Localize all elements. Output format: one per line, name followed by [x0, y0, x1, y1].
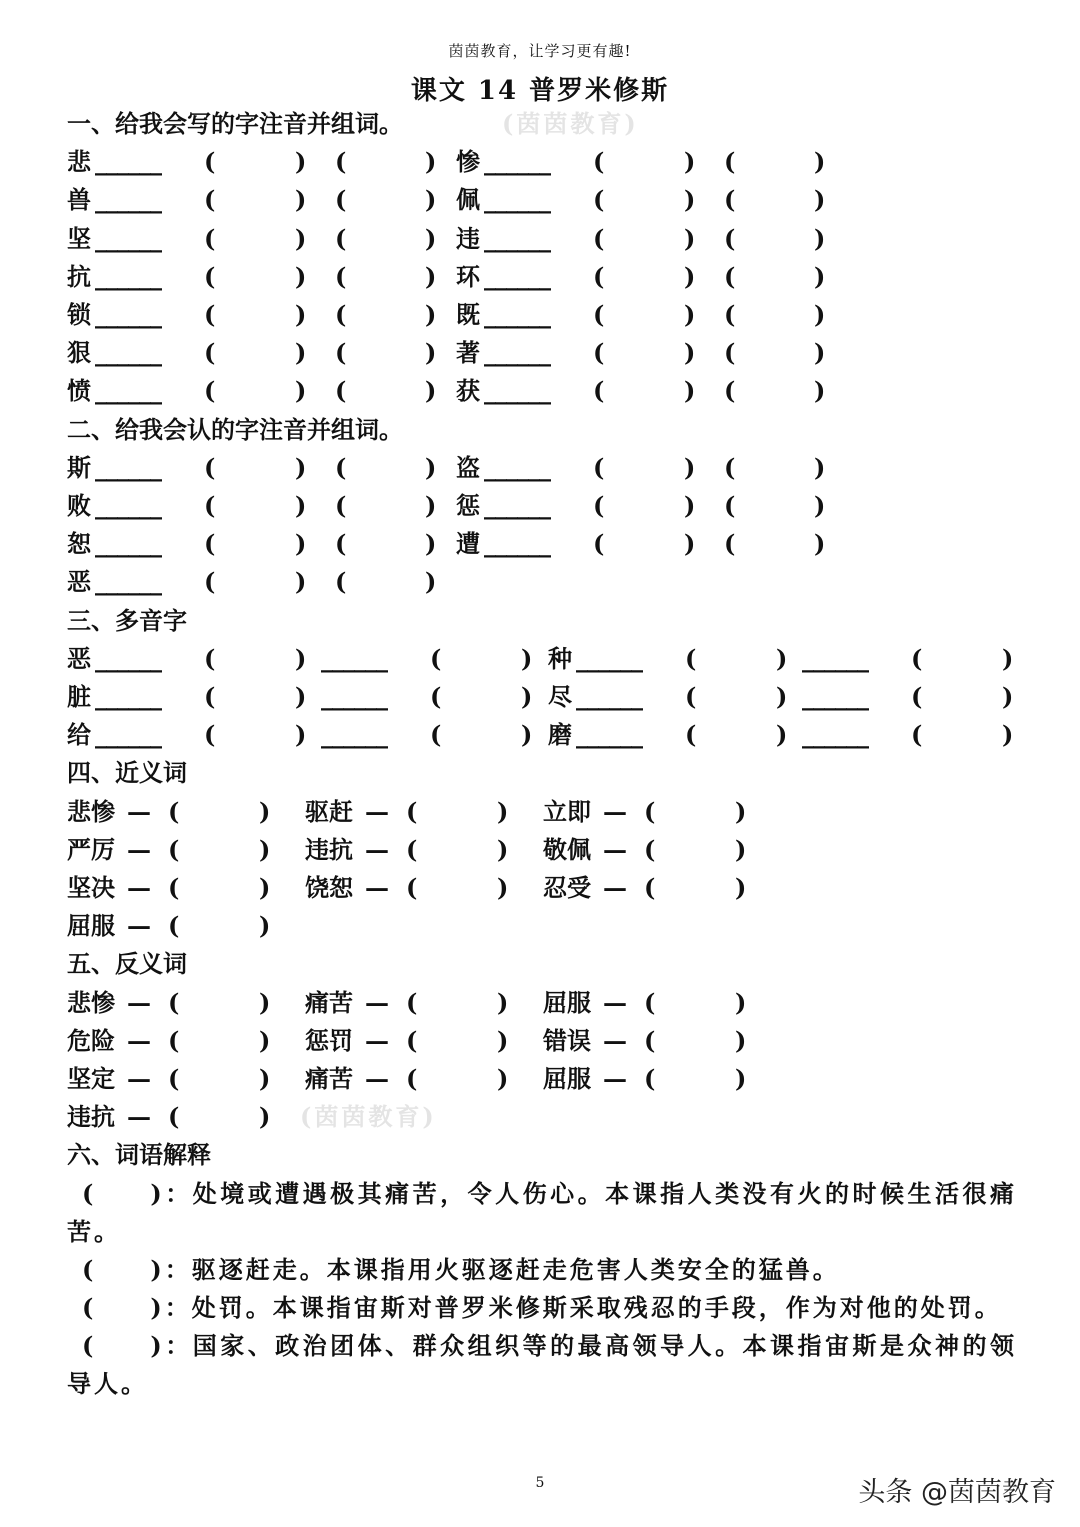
- paren-open: (: [168, 1102, 180, 1132]
- paren-open: (: [204, 185, 216, 215]
- answer-blank: ______: [95, 529, 161, 559]
- paren-close: ): [295, 491, 307, 520]
- paren-open: (: [593, 147, 605, 177]
- paren-open: (: [593, 452, 605, 482]
- paren-open: (: [335, 491, 347, 520]
- paren-close: ): [295, 567, 307, 597]
- sec1-char: 获: [456, 376, 480, 406]
- answer-paren: ( )：: [67, 1178, 193, 1208]
- paren-close: ): [814, 147, 826, 177]
- paren-open: (: [644, 834, 656, 864]
- answer-blank: ______: [802, 643, 868, 673]
- sec2-char: 恕: [67, 529, 91, 559]
- definition-item: [67, 1327, 1017, 1403]
- paren-open: (: [430, 682, 442, 711]
- paren-close: ): [735, 873, 747, 902]
- paren-close: ): [776, 643, 788, 673]
- sec4-word: 坚决: [67, 873, 115, 902]
- paren-close: ): [684, 491, 696, 520]
- paren-close: ): [735, 834, 747, 864]
- paren-open: (: [644, 1025, 656, 1055]
- paren-open: (: [204, 529, 216, 559]
- paren-open: (: [204, 376, 216, 406]
- paren-open: (: [685, 720, 697, 750]
- paren-open: (: [335, 147, 347, 177]
- sec1-char: 悲: [67, 147, 91, 177]
- sec3-char: 种: [548, 643, 572, 673]
- paren-open: (: [335, 452, 347, 482]
- paren-close: ): [425, 223, 437, 253]
- sec5-word: 坚定: [67, 1064, 115, 1093]
- paren-close: ): [295, 300, 307, 329]
- paren-close: ): [1002, 643, 1014, 673]
- sec1-char: 著: [456, 338, 480, 368]
- dash: —: [127, 1064, 151, 1093]
- sec4-word: 严厉: [67, 834, 115, 864]
- sec3-char: 给: [67, 720, 91, 750]
- paren-close: ): [425, 376, 437, 406]
- paren-close: ): [735, 1025, 747, 1055]
- paren-close: ): [259, 911, 271, 941]
- dash: —: [365, 1025, 389, 1055]
- sec5-word: 惩罚: [305, 1025, 353, 1055]
- paren-close: ): [814, 491, 826, 520]
- paren-open: (: [724, 491, 736, 520]
- paren-close: ): [684, 185, 696, 215]
- dash: —: [127, 796, 151, 826]
- paren-open: (: [644, 987, 656, 1017]
- paren-open: (: [168, 834, 180, 864]
- sec2-heading-text: 二、给我会认的字注音并组词。: [67, 414, 403, 444]
- page-title: 课文 14 普罗米修斯: [410, 76, 670, 106]
- paren-open: (: [335, 376, 347, 406]
- sec1-char: 惨: [456, 147, 480, 177]
- paren-open: (: [911, 720, 923, 750]
- definition-item: [67, 1175, 1017, 1251]
- paren-close: ): [814, 376, 826, 406]
- paren-open: (: [204, 643, 216, 673]
- answer-blank: ______: [576, 720, 642, 750]
- answer-blank: ______: [95, 643, 161, 673]
- answer-blank: ______: [95, 452, 161, 482]
- sec5-word: 悲惨: [67, 987, 115, 1017]
- dash: —: [127, 987, 151, 1017]
- page-number: 5: [535, 1475, 545, 1491]
- sec2-char: 遭: [456, 529, 480, 559]
- paren-close: ): [814, 261, 826, 291]
- answer-blank: ______: [95, 147, 161, 177]
- dash: —: [603, 834, 627, 864]
- paren-close: ): [295, 529, 307, 559]
- sec1-char: 抗: [67, 261, 91, 291]
- answer-blank: ______: [484, 261, 550, 291]
- dash: —: [127, 834, 151, 864]
- paren-open: (: [406, 987, 418, 1017]
- paren-close: ): [295, 147, 307, 177]
- answer-blank: ______: [484, 338, 550, 368]
- paren-open: (: [204, 491, 216, 520]
- definition-text: 处罚。本课指宙斯对普罗米修斯采取残忍的手段，作为对他的处罚。: [191, 1292, 1002, 1322]
- sec4-word: 敬佩: [543, 834, 591, 864]
- sec1-char: 既: [456, 300, 480, 329]
- sec1-char: 违: [456, 223, 480, 253]
- paren-close: ): [776, 720, 788, 750]
- paren-close: ): [814, 300, 826, 329]
- paren-close: ): [521, 643, 533, 673]
- paren-close: ): [814, 529, 826, 559]
- answer-blank: ______: [95, 491, 161, 520]
- answer-blank: ______: [576, 643, 642, 673]
- paren-open: (: [724, 338, 736, 368]
- paren-close: ): [1002, 682, 1014, 711]
- answer-blank: ______: [484, 300, 550, 329]
- answer-paren: ( )：: [67, 1330, 193, 1360]
- source-brand: 头条 @茵茵教育: [858, 1477, 1056, 1508]
- dash: —: [365, 834, 389, 864]
- sec4-heading-text: 四、近义词: [67, 758, 187, 788]
- paren-open: (: [593, 376, 605, 406]
- paren-open: (: [335, 338, 347, 368]
- paren-close: ): [295, 185, 307, 215]
- paren-close: ): [259, 834, 271, 864]
- paren-open: (: [644, 796, 656, 826]
- sec3-char: 恶: [67, 643, 91, 673]
- paren-open: (: [335, 529, 347, 559]
- paren-close: ): [259, 873, 271, 902]
- paren-open: (: [430, 720, 442, 750]
- paren-close: ): [1002, 720, 1014, 750]
- answer-blank: ______: [802, 720, 868, 750]
- answer-blank: ______: [95, 720, 161, 750]
- paren-close: ): [521, 682, 533, 711]
- paren-open: (: [724, 223, 736, 253]
- paren-open: (: [406, 796, 418, 826]
- paren-close: ): [259, 796, 271, 826]
- answer-blank: ______: [576, 682, 642, 711]
- answer-blank: ______: [321, 720, 387, 750]
- paren-open: (: [204, 567, 216, 597]
- paren-close: ): [295, 338, 307, 368]
- answer-blank: ______: [95, 185, 161, 215]
- paren-open: (: [204, 452, 216, 482]
- paren-close: ): [684, 376, 696, 406]
- sec5-word: 屈服: [543, 1064, 591, 1093]
- paren-open: (: [911, 643, 923, 673]
- dash: —: [365, 873, 389, 902]
- paren-open: (: [593, 185, 605, 215]
- dash: —: [127, 1102, 151, 1132]
- answer-blank: ______: [802, 682, 868, 711]
- paren-close: ): [295, 643, 307, 673]
- paren-close: ): [259, 1102, 271, 1132]
- paren-close: ): [776, 682, 788, 711]
- sec3-char: 脏: [67, 682, 91, 711]
- paren-open: (: [430, 643, 442, 673]
- answer-blank: ______: [321, 643, 387, 673]
- sec2-char: 败: [67, 491, 91, 520]
- sec1-char: 锁: [67, 300, 91, 329]
- answer-blank: ______: [95, 567, 161, 597]
- paren-open: (: [335, 261, 347, 291]
- sec5-word: 危险: [67, 1025, 115, 1055]
- paren-open: (: [724, 376, 736, 406]
- page-header: 茵茵教育，让学习更有趣!: [448, 42, 632, 60]
- paren-close: ): [684, 529, 696, 559]
- paren-close: ): [497, 873, 509, 902]
- paren-close: ): [295, 223, 307, 253]
- paren-close: ): [521, 720, 533, 750]
- paren-open: (: [406, 873, 418, 902]
- answer-blank: ______: [484, 223, 550, 253]
- paren-close: ): [684, 452, 696, 482]
- paren-open: (: [724, 185, 736, 215]
- dash: —: [365, 987, 389, 1017]
- sec2-char: 恶: [67, 567, 91, 597]
- paren-close: ): [814, 223, 826, 253]
- answer-blank: ______: [484, 185, 550, 215]
- paren-close: ): [814, 185, 826, 215]
- paren-open: (: [168, 796, 180, 826]
- dash: —: [603, 1025, 627, 1055]
- sec4-word: 忍受: [543, 873, 591, 902]
- paren-close: ): [497, 1064, 509, 1093]
- sec5-heading-text: 五、反义词: [67, 949, 187, 979]
- dash: —: [603, 1064, 627, 1093]
- sec6-heading-text: 六、词语解释: [67, 1140, 211, 1170]
- sec4-word: 驱赶: [305, 796, 353, 826]
- watermark-text: (茵茵教育): [502, 109, 639, 138]
- paren-close: ): [425, 567, 437, 597]
- paren-open: (: [204, 300, 216, 329]
- sec1-char: 环: [456, 261, 480, 291]
- paren-close: ): [425, 491, 437, 520]
- sec5-word: 屈服: [543, 987, 591, 1017]
- dash: —: [365, 1064, 389, 1093]
- answer-blank: ______: [484, 529, 550, 559]
- paren-close: ): [684, 147, 696, 177]
- sec1-char: 愤: [67, 376, 91, 406]
- paren-close: ): [295, 682, 307, 711]
- sec1-char: 狠: [67, 338, 91, 368]
- paren-close: ): [425, 185, 437, 215]
- paren-open: (: [724, 452, 736, 482]
- sec5-word: 痛苦: [305, 1064, 353, 1093]
- paren-close: ): [735, 796, 747, 826]
- answer-blank: ______: [484, 452, 550, 482]
- answer-blank: ______: [95, 261, 161, 291]
- definition-item: [67, 1251, 1017, 1289]
- sec4-word: 立即: [543, 796, 591, 826]
- paren-open: (: [593, 261, 605, 291]
- paren-open: (: [335, 300, 347, 329]
- paren-open: (: [204, 720, 216, 750]
- paren-open: (: [406, 1064, 418, 1093]
- dash: —: [127, 873, 151, 902]
- paren-close: ): [295, 720, 307, 750]
- paren-open: (: [724, 300, 736, 329]
- sec4-word: 屈服: [67, 911, 115, 941]
- paren-close: ): [814, 452, 826, 482]
- paren-close: ): [497, 987, 509, 1017]
- paren-open: (: [204, 223, 216, 253]
- sec2-char: 惩: [456, 491, 480, 520]
- paren-close: ): [259, 1064, 271, 1093]
- paren-open: (: [335, 185, 347, 215]
- sec2-char: 斯: [67, 452, 91, 482]
- answer-blank: ______: [95, 300, 161, 329]
- paren-open: (: [168, 1025, 180, 1055]
- paren-close: ): [684, 338, 696, 368]
- answer-blank: ______: [95, 338, 161, 368]
- dash: —: [603, 796, 627, 826]
- sec3-char: 磨: [548, 720, 572, 750]
- paren-close: ): [425, 300, 437, 329]
- paren-open: (: [911, 682, 923, 711]
- paren-close: ): [497, 1025, 509, 1055]
- paren-close: ): [425, 529, 437, 559]
- sec2-char: 盗: [456, 452, 480, 482]
- answer-blank: ______: [95, 682, 161, 711]
- paren-open: (: [168, 1064, 180, 1093]
- paren-open: (: [406, 834, 418, 864]
- paren-open: (: [406, 1025, 418, 1055]
- paren-close: ): [295, 452, 307, 482]
- sec3-char: 尽: [548, 682, 572, 711]
- paren-open: (: [204, 338, 216, 368]
- paren-open: (: [204, 261, 216, 291]
- dash: —: [365, 796, 389, 826]
- paren-close: ): [425, 147, 437, 177]
- paren-close: ): [295, 376, 307, 406]
- paren-open: (: [685, 643, 697, 673]
- paren-open: (: [593, 529, 605, 559]
- paren-close: ): [425, 338, 437, 368]
- answer-blank: ______: [321, 682, 387, 711]
- paren-close: ): [497, 834, 509, 864]
- paren-open: (: [593, 300, 605, 329]
- definition-text: 处境或遭遇极其痛苦，令人伤心。本课指人类没有火的时候生活很痛苦。: [67, 1178, 1017, 1246]
- paren-open: (: [724, 261, 736, 291]
- answer-paren: ( )：: [67, 1292, 192, 1322]
- dash: —: [127, 1025, 151, 1055]
- sec1-heading-text: 一、给我会写的字注音并组词。: [67, 109, 403, 138]
- answer-paren: ( )：: [67, 1254, 192, 1284]
- sec4-word: 悲惨: [67, 796, 115, 826]
- paren-close: ): [497, 796, 509, 826]
- sec1-char: 佩: [456, 185, 480, 215]
- sec1-char: 坚: [67, 223, 91, 253]
- paren-open: (: [335, 223, 347, 253]
- paren-open: (: [724, 147, 736, 177]
- paren-close: ): [425, 452, 437, 482]
- paren-open: (: [168, 987, 180, 1017]
- watermark-text: (茵茵教育): [300, 1102, 437, 1132]
- answer-blank: ______: [484, 147, 550, 177]
- paren-open: (: [168, 911, 180, 941]
- paren-close: ): [735, 987, 747, 1017]
- paren-open: (: [644, 1064, 656, 1093]
- dash: —: [603, 873, 627, 902]
- paren-close: ): [684, 261, 696, 291]
- paren-close: ): [735, 1064, 747, 1093]
- sec5-word: 错误: [543, 1025, 591, 1055]
- paren-close: ): [684, 223, 696, 253]
- definition-item: [67, 1289, 1017, 1327]
- sec4-word: 饶恕: [305, 873, 353, 902]
- paren-open: (: [204, 147, 216, 177]
- definition-text: 驱逐赶走。本课指用火驱逐赶走危害人类安全的猛兽。: [191, 1254, 840, 1284]
- paren-open: (: [593, 491, 605, 520]
- answer-blank: ______: [484, 376, 550, 406]
- paren-open: (: [685, 682, 697, 711]
- paren-close: ): [814, 338, 826, 368]
- paren-open: (: [593, 223, 605, 253]
- paren-close: ): [259, 1025, 271, 1055]
- sec5-word: 违抗: [67, 1102, 115, 1132]
- paren-close: ): [259, 987, 271, 1017]
- paren-close: ): [295, 261, 307, 291]
- sec3-heading-text: 三、多音字: [67, 605, 187, 635]
- paren-close: ): [684, 300, 696, 329]
- answer-blank: ______: [95, 223, 161, 253]
- paren-open: (: [644, 873, 656, 902]
- paren-open: (: [204, 682, 216, 711]
- answer-blank: ______: [95, 376, 161, 406]
- paren-open: (: [724, 529, 736, 559]
- sec4-word: 违抗: [305, 834, 353, 864]
- paren-close: ): [425, 261, 437, 291]
- paren-open: (: [593, 338, 605, 368]
- dash: —: [603, 987, 627, 1017]
- sec1-char: 兽: [67, 185, 91, 215]
- paren-open: (: [168, 873, 180, 902]
- dash: —: [127, 911, 151, 941]
- answer-blank: ______: [484, 491, 550, 520]
- paren-open: (: [335, 567, 347, 597]
- sec5-word: 痛苦: [305, 987, 353, 1017]
- definition-text: 国家、政治团体、群众组织等的最高领导人。本课指宙斯是众神的领导人。: [67, 1330, 1017, 1398]
